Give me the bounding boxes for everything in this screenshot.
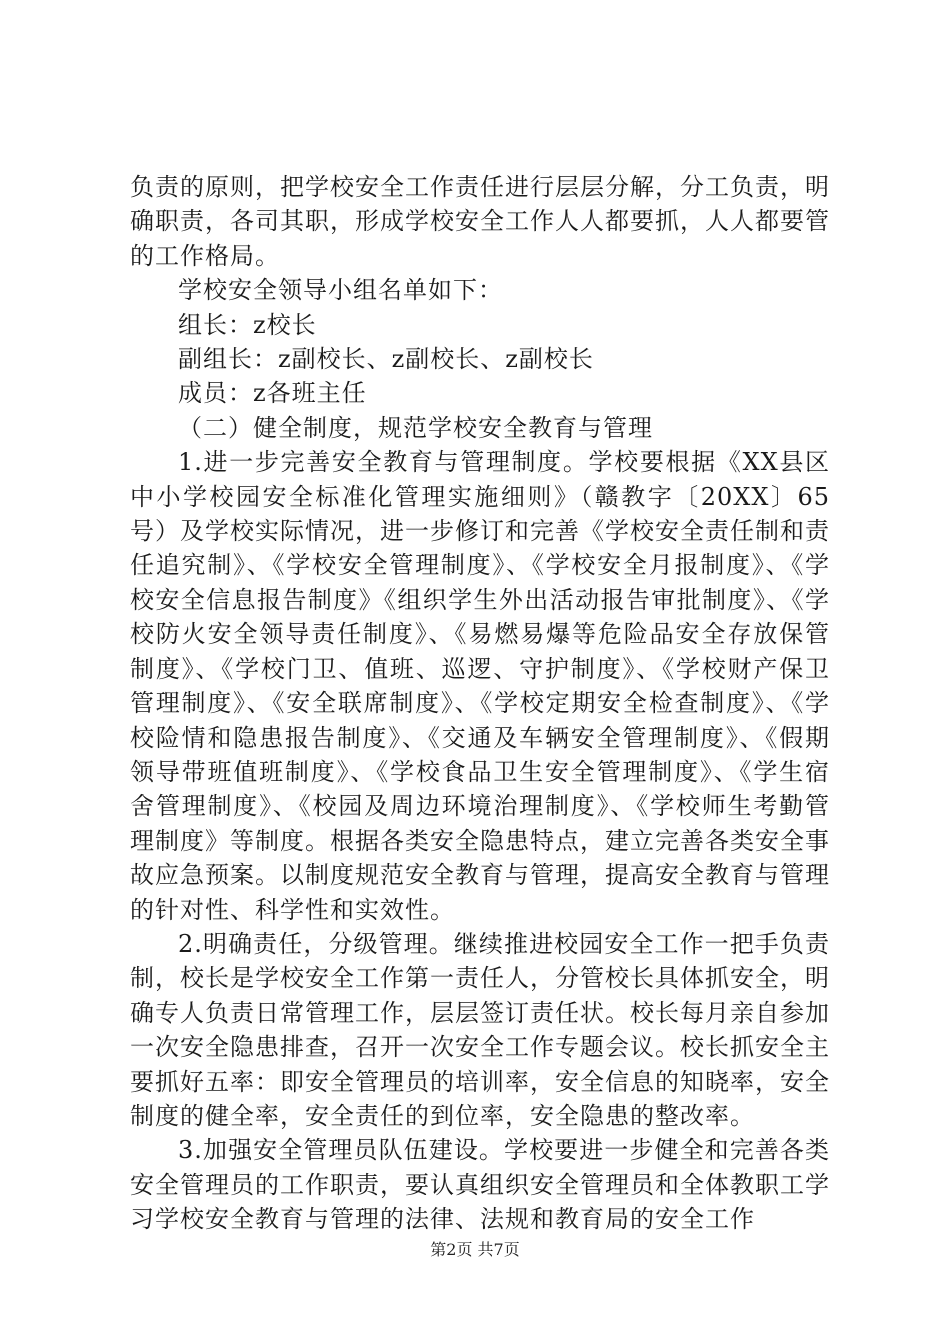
paragraph-1: 负责的原则，把学校安全工作责任进行层层分解，分工负责，明确职责，各司其职，形成学校安全工作人人都要抓，人人都要管的工作格局。 bbox=[130, 173, 830, 270]
page-footer bbox=[0, 1240, 950, 1260]
document-body bbox=[130, 170, 830, 1237]
paragraph-4: 副组长：z副校长、z副校长、z副校长 bbox=[178, 345, 594, 374]
paragraph-9: 3.加强安全管理员队伍建设。学校要进一步健全和完善各类安全管理员的工作职责，要认真组织安全管理员和全体教职工学习学校安全教育与管理的法律、法规和教育局的安全工作 bbox=[130, 1136, 830, 1234]
paragraph-3: 组长：z校长 bbox=[178, 310, 317, 339]
page-number: 第2页 共7页 bbox=[430, 1240, 520, 1259]
section-heading: （二）健全制度，规范学校安全教育与管理 bbox=[178, 413, 653, 442]
paragraph-7: 1.进一步完善安全教育与管理制度。学校要根据《XX县区中小学校园安全标准化管理实施细则》（赣教字〔20XX〕65号）及学校实际情况，进一步修订和完善《学校安全责任制和责任追究制》、《学校安全管理制度》、《学校安全月报制度》、《学校安全信息报告制度》《组织学生外出活动报告审批制度》、《学校防火安全领导责任制度》、《易燃易爆等危险品安全存放保管制度》、《学校门卫、值班、巡逻、守护制度》、《学校财产保卫管理制度》、《安全联席制度》、《学校定期安全检查制度》、《学校险情和隐患报告制度》、《交通及车辆安全管理制度》、《假期领导带班值班制度》、《学校食品卫生安全管理制度》、《学生宿舍管理制度》、《校园及周边环境治理制度》、《学校师生考勤管理制度》等制度。根据各类安全隐患特点，建立完善各类安全事故应急预案。以制度规范安全教育与管理，提高安全教育与管理的针对性、科学性和实效性。 bbox=[130, 448, 830, 924]
paragraph-5: 成员：z各班主任 bbox=[178, 379, 367, 408]
paragraph-2: 学校安全领导小组名单如下： bbox=[178, 276, 503, 305]
paragraph-8: 2.明确责任，分级管理。继续推进校园安全工作一把手负责制，校长是学校安全工作第一责任人，分管校长具体抓安全，明确专人负责日常管理工作，层层签订责任状。校长每月亲自参加一次安全隐患排查，召开一次安全工作专题会议。校长抓安全主要抓好五率：即安全管理员的培训率，安全信息的知晓率，安全制度的健全率，安全责任的到位率，安全隐患的整改率。 bbox=[130, 929, 830, 1130]
